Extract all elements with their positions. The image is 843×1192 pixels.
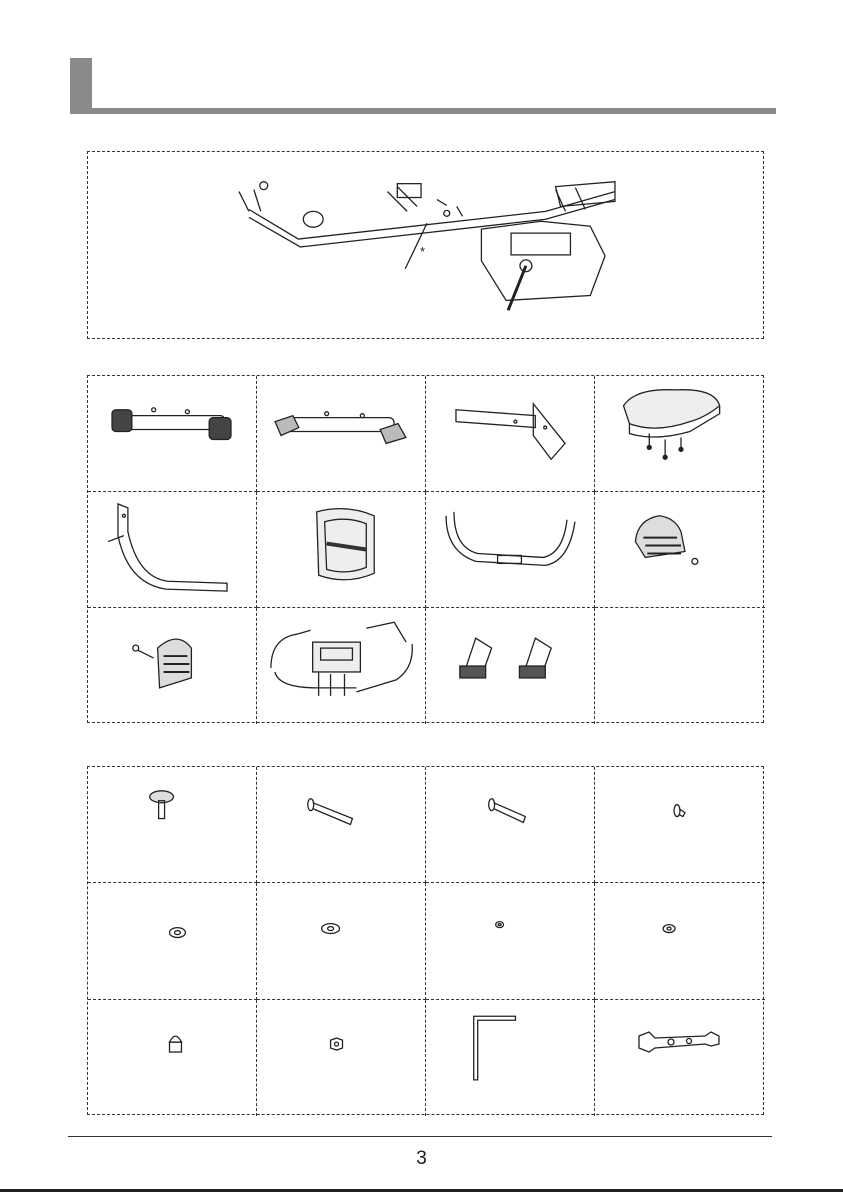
part-right-pedal: [595, 492, 765, 608]
part-rear-stabilizer: [257, 376, 426, 492]
hardware-small-washer: [426, 883, 595, 1000]
hardware-wrench: [595, 1000, 765, 1116]
main-frame-illustration: [88, 152, 763, 338]
part-seat: [595, 376, 765, 492]
main-frame-marker: *: [420, 244, 426, 259]
hardware-large-washer: [257, 883, 426, 1000]
hardware-medium-bolt: [426, 767, 595, 883]
page-number: 3: [416, 1148, 427, 1169]
main-frame-box: [87, 151, 764, 339]
part-arm-straps: [426, 608, 595, 724]
section-header-bar: [70, 108, 776, 114]
hardware-cap-nut: [88, 1000, 257, 1116]
part-seat-post: [88, 492, 257, 608]
hardware-nylon-nut: [257, 1000, 426, 1116]
parts-grid: [87, 375, 764, 723]
footer-rule: [68, 1136, 772, 1137]
hardware-flat-washer: [595, 883, 765, 1000]
part-backrest: [257, 492, 426, 608]
hardware-knob: [88, 767, 257, 883]
hardware-curved-washer: [88, 883, 257, 1000]
part-empty: [595, 608, 765, 724]
part-left-pedal: [88, 608, 257, 724]
part-console-handlebar: [257, 608, 426, 724]
section-header-tab: [70, 58, 92, 112]
hardware-short-bolt: [595, 767, 765, 883]
hardware-grid: [87, 766, 764, 1115]
part-seat-post-bracket: [426, 376, 595, 492]
part-handlebar: [426, 492, 595, 608]
hardware-long-bolt: [257, 767, 426, 883]
part-front-stabilizer: [88, 376, 257, 492]
hardware-allen-key: [426, 1000, 595, 1116]
